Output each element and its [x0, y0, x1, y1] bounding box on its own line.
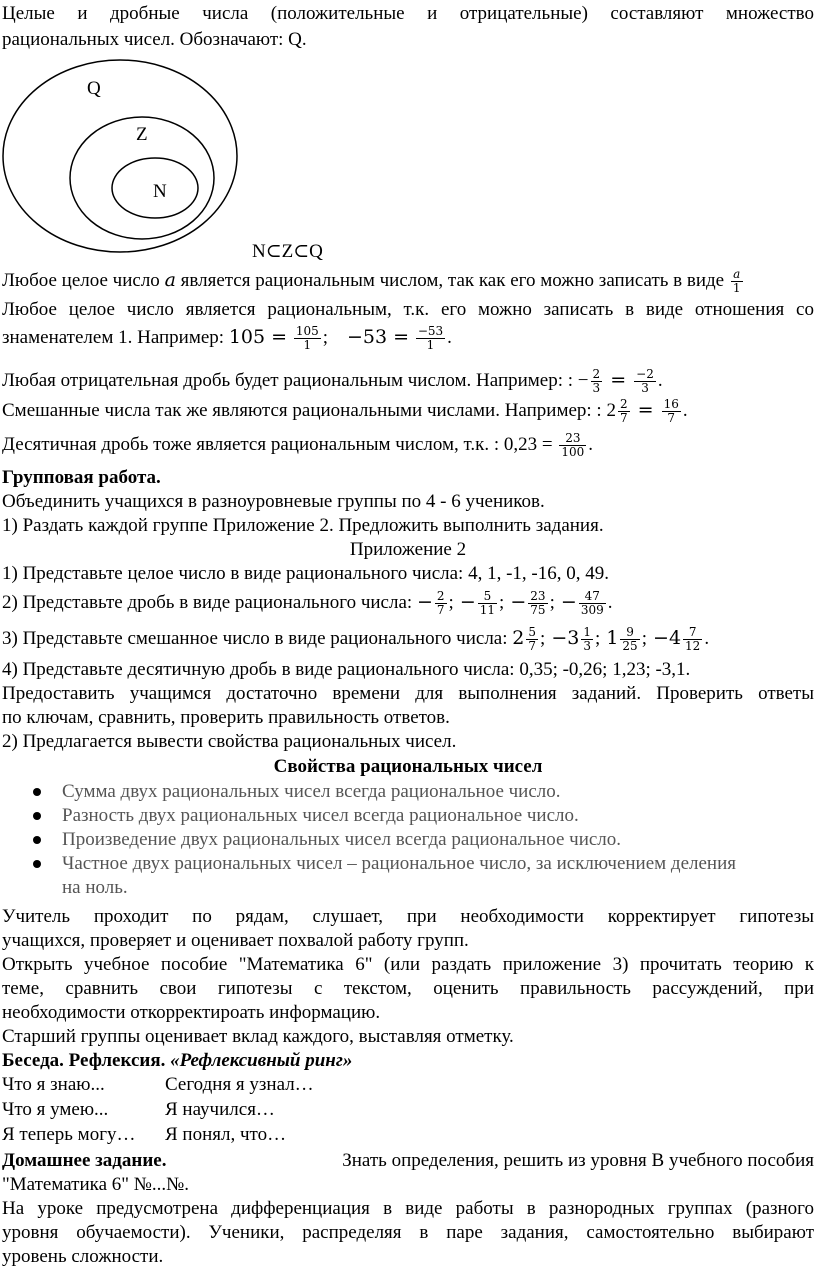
para1-text: Любое целое число — [2, 270, 165, 291]
fraction: $\frac{47}{309}$ — [580, 589, 604, 618]
check-line-1: Предоставить учащимся достаточно времени для выполнения заданий. Проверить ответы — [2, 683, 814, 704]
para-integer-rational — [2, 268, 745, 295]
para-mixed-number: Смешанные числа так же являются рациональными числами. Например: : 2 $\frac{2}{7}$ = $\frac{16}{7}$ . — [2, 397, 688, 426]
group-work-heading: Групповая работа. — [2, 467, 161, 488]
para1-var: a — [164, 269, 176, 291]
fraction: $\frac{23}{100}$ — [561, 431, 585, 459]
venn-diagram — [0, 58, 260, 268]
fraction: $\frac{2}{7}$ — [436, 589, 445, 618]
open-line-2: теме, сравнить свои гипотезы с текстом, оценить правильность рассуждений, при — [2, 978, 814, 999]
check-line-2: по ключам, сравнить, проверить правильность ответов. — [2, 707, 450, 728]
final-line-1: На уроке предусмотрена дифференциация в виде работы в разнородных группах (разного — [2, 1198, 814, 1219]
elder-line: Старший группы оценивает вклад каждого, выставляя отметку. — [2, 1026, 514, 1047]
property-item: Разность двух рациональных чисел всегда рациональное число. — [62, 805, 579, 826]
open-line-3: необходимости откорректироать информацию. — [2, 1002, 381, 1023]
fraction: $\frac{2}{3}$ — [592, 367, 601, 396]
para-decimal: Десятичная дробь тоже является рациональным числом, т.к. : 0,23 = $\frac{23}{100}$ . — [2, 431, 594, 459]
task-2: 2) Представьте дробь в виде рационального числа: − $\frac{2}{7}$ ; − $\frac{5}{11}$ ; − $\frac{23}{75}$ ; − $\frac{47}{309}$ . — [2, 589, 613, 618]
reflex-row-b: Сегодня я узнал… — [165, 1074, 314, 1095]
task-1: 1) Представьте целое число в виде рационального числа: 4, 1, -1, -16, 0, 49. — [2, 563, 609, 584]
fraction: $\frac{105}{1}$ — [295, 324, 319, 353]
final-line-3: уровень сложности. — [2, 1246, 164, 1267]
fraction: $\frac{5}{7}$ — [528, 625, 537, 654]
bullet-icon — [33, 812, 41, 820]
task-3: 3) Представьте смешанное число в виде рационального числа: 2 $\frac{5}{7}$ ; −3 $\frac{1}{3}$ ; 1 $\frac{9}{25}$ ; −4 $\frac{7}{12}$ . — [2, 625, 710, 654]
fraction: $\frac{-2}{3}$ — [636, 367, 654, 396]
fraction: $\frac{16}{7}$ — [663, 397, 679, 426]
fraction: $\frac{-53}{1}$ — [417, 324, 444, 353]
property-item: Произведение двух рациональных чисел всегда рациональное число. — [62, 829, 622, 850]
property-item: Частное двух рациональных чисел – рациональное число, за исключением деления — [62, 853, 737, 874]
para1-rest: является рациональным числом, так как его можно записать в виде — [175, 270, 725, 291]
final-line-2: уровня обучаемости). Ученики, распределяя в паре задания, самостоятельно выбирают — [2, 1222, 814, 1243]
bullet-icon — [33, 836, 41, 844]
step-2: 2) Предлагается вывести свойства рациональных чисел. — [2, 731, 457, 752]
para-negative-fraction: Любая отрицательная дробь будет рациональным числом. Например: : − $\frac{2}{3}$ = $\frac{-2}{3}$ . — [2, 367, 663, 396]
reflex-row-a: Что я знаю... — [2, 1074, 105, 1095]
property-item-continuation: на ноль. — [62, 877, 128, 898]
homework-line-2: "Математика 6" №...№. — [2, 1174, 190, 1195]
fraction: $\frac{5}{11}$ — [479, 589, 496, 618]
fraction: $\frac{2}{7}$ — [619, 397, 628, 426]
task-4: 4) Представьте десятичную дробь в виде рационального числа: 0,35; -0,26; 1,23; -3,1. — [2, 659, 691, 680]
group-line-2: 1) Раздать каждой группе Приложение 2. Предложить выполнить задания. — [2, 515, 604, 536]
reflex-row-b: Я научился… — [165, 1099, 275, 1120]
intro-line-1: Целые и дробные числа (положительные и отрицательные) составляют множество — [2, 3, 814, 24]
group-line-1: Объединить учащихся в разноуровневые группы по 4 - 6 учеников. — [2, 491, 545, 512]
reflex-row-a: Что я умею... — [2, 1099, 109, 1120]
fraction: $\frac{1}{3}$ — [583, 625, 591, 654]
property-item: Сумма двух рациональных чисел всегда рациональное число. — [62, 781, 561, 802]
fraction: $\frac{a}{1}$ — [732, 267, 741, 296]
appendix-title: Приложение 2 — [349, 539, 467, 560]
fraction: $\frac{23}{75}$ — [530, 589, 546, 618]
reflex-row-a: Я теперь могу… — [2, 1124, 136, 1145]
properties-heading: Свойства рациональных чисел — [273, 756, 543, 777]
intro-line-2: рациональных чисел. Обозначают: Q. — [2, 29, 307, 50]
set-z-label: Z — [136, 124, 148, 145]
bullet-icon — [33, 860, 41, 868]
para2-line-2: знаменателем 1. Например: 105 = $\frac{105}{1}$ ; −53 = $\frac{-53}{1}$ . — [2, 324, 452, 353]
teacher-line-1: Учитель проходит по рядам, слушает, при необходимости корректирует гипотезы — [2, 906, 814, 927]
venn-caption: N⊂Z⊂Q — [252, 241, 323, 262]
reflex-row-b: Я понял, что… — [165, 1124, 287, 1145]
reflexion-heading: Беседа. Рефлексия. «Рефлексивный ринг» — [2, 1050, 353, 1071]
fraction: $\frac{7}{12}$ — [685, 625, 701, 654]
set-q-label: Q — [87, 78, 101, 99]
teacher-line-2: учащихся, проверяет и оценивает похвалой работу групп. — [2, 930, 469, 951]
set-q-ellipse — [3, 60, 237, 252]
bullet-icon — [33, 788, 41, 796]
fraction: $\frac{9}{25}$ — [622, 625, 638, 654]
open-line-1: Открыть учебное пособие "Математика 6" (или раздать приложение 3) прочитать теорию к — [2, 954, 814, 975]
para2-line-1: Любое целое число является рациональным, т.к. его можно записать в виде отношения со — [2, 299, 814, 320]
set-n-label: N — [153, 181, 167, 202]
homework-line-1: Домашнее задание. Знать определения, решить из уровня В учебного пособия — [2, 1150, 814, 1171]
